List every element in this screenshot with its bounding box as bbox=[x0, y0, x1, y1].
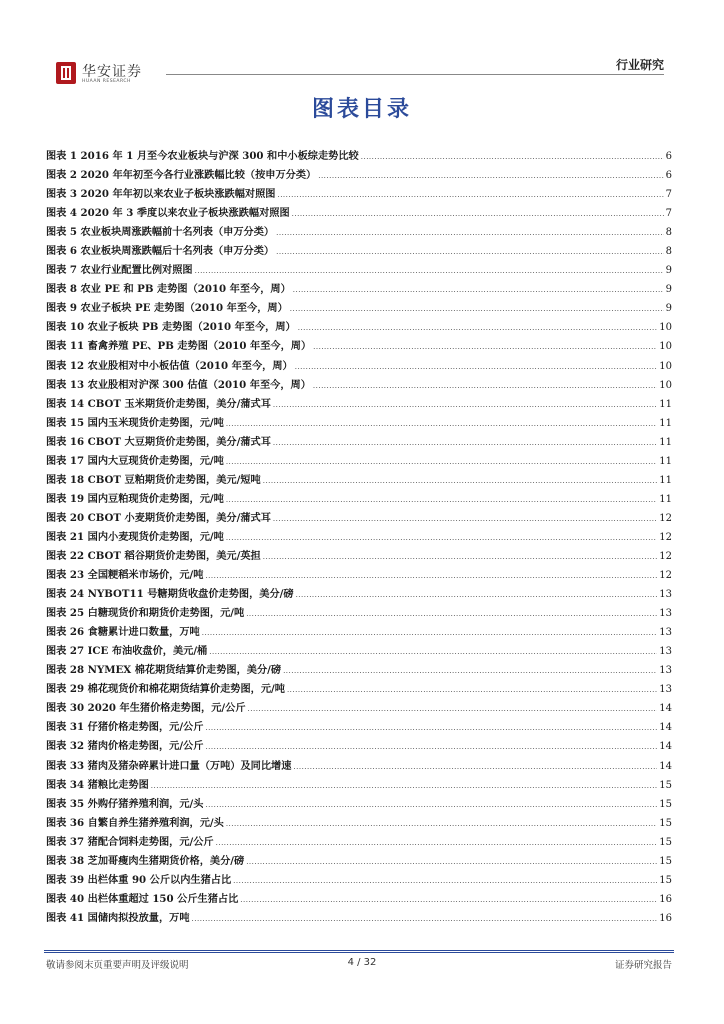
toc-leader-dots bbox=[296, 591, 658, 599]
toc-entry-title: 图表 22 CBOT 稻谷期货价走势图，美元/英担 bbox=[46, 549, 261, 562]
toc-entry-page: 11 bbox=[659, 493, 672, 505]
header-divider bbox=[166, 74, 664, 75]
toc-entry-page: 15 bbox=[659, 855, 672, 867]
toc-entry[interactable] bbox=[46, 433, 672, 452]
toc-entry[interactable] bbox=[46, 776, 672, 795]
toc-entry-title: 图表 35 外购仔猪养殖利润，元/头 bbox=[46, 797, 204, 810]
toc-entry-page: 13 bbox=[659, 684, 672, 696]
toc-entry[interactable] bbox=[46, 661, 672, 680]
toc-entry-title: 图表 18 CBOT 豆粕期货价走势图，美元/短吨 bbox=[46, 473, 261, 486]
brand-name: 华安证券 bbox=[82, 64, 142, 80]
toc-entry-title: 图表 31 仔猪价格走势图，元/公斤 bbox=[46, 721, 204, 734]
toc-entry[interactable] bbox=[46, 318, 672, 337]
toc-leader-dots bbox=[273, 401, 657, 409]
toc-entry-title: 图表 38 芝加哥瘦肉生猪期货价格，美分/磅 bbox=[46, 854, 245, 867]
toc-entry-page: 6 bbox=[665, 151, 672, 162]
toc-leader-dots bbox=[226, 534, 657, 542]
toc-entry-page: 12 bbox=[659, 512, 672, 524]
toc-leader-dots bbox=[318, 172, 663, 180]
toc-entry-page: 15 bbox=[659, 817, 672, 829]
toc-leader-dots bbox=[298, 324, 658, 332]
toc-leader-dots bbox=[226, 820, 657, 828]
toc-entry-page: 11 bbox=[659, 417, 672, 429]
toc-entry[interactable] bbox=[46, 357, 672, 376]
toc-entry-title: 图表 26 食糖累计进口数量，万吨 bbox=[46, 626, 200, 639]
toc-entry-page: 14 bbox=[659, 741, 672, 753]
toc-leader-dots bbox=[290, 305, 664, 313]
toc-leader-dots bbox=[192, 915, 658, 923]
toc-leader-dots bbox=[263, 477, 658, 485]
toc-leader-dots bbox=[233, 877, 657, 885]
toc-entry-title: 图表 24 NYBOT11 号糖期货收盘价走势图，美分/磅 bbox=[46, 588, 294, 601]
toc-entry-page: 9 bbox=[665, 284, 672, 296]
toc-entry[interactable] bbox=[46, 337, 672, 356]
toc-leader-dots bbox=[151, 782, 657, 790]
toc-entry-title: 图表 28 NYMEX 棉花期货结算价走势图，美分/磅 bbox=[46, 664, 282, 677]
toc-entry-title: 图表 1 2016 年 1 月至今农业板块与沪深 300 和中小板综走势比较 bbox=[46, 150, 359, 162]
toc-leader-dots bbox=[205, 801, 657, 809]
toc-entry-title: 图表 9 农业子板块 PE 走势图（2010 年至今，周） bbox=[46, 302, 288, 315]
toc-entry-title: 图表 37 猪配合饲料走势图，元/公斤 bbox=[46, 835, 214, 848]
toc-entry-page: 13 bbox=[659, 589, 672, 601]
toc-entry-page: 8 bbox=[665, 246, 672, 258]
toc-entry-title: 图表 21 国内小麦现货价走势图，元/吨 bbox=[46, 530, 224, 543]
toc-leader-dots bbox=[246, 858, 657, 866]
footer-disclaimer: 敬请参阅末页重要声明及评级说明 bbox=[46, 960, 189, 971]
toc-entry[interactable] bbox=[46, 280, 672, 299]
toc-entry-title: 图表 40 出栏体重超过 150 公斤生猪占比 bbox=[46, 892, 239, 905]
toc-leader-dots bbox=[283, 667, 657, 675]
toc-entry-page: 14 bbox=[659, 760, 672, 772]
toc-entry-title: 图表 16 CBOT 大豆期货价走势图，美分/蒲式耳 bbox=[46, 435, 271, 448]
toc-entry-page: 10 bbox=[659, 322, 672, 334]
toc-leader-dots bbox=[293, 763, 657, 771]
toc-entry-title: 图表 36 自繁自养生猪养殖利润，元/头 bbox=[46, 816, 224, 829]
toc-leader-dots bbox=[205, 724, 657, 732]
toc-entry-page: 13 bbox=[659, 646, 672, 658]
toc-entry-page: 14 bbox=[659, 722, 672, 734]
toc-entry[interactable] bbox=[46, 871, 672, 890]
footer-divider-secondary bbox=[44, 952, 674, 953]
toc-entry-title: 图表 34 猪粮比走势图 bbox=[46, 778, 149, 791]
toc-entry[interactable] bbox=[46, 757, 672, 776]
toc-entry-page: 13 bbox=[659, 627, 672, 639]
toc-entry[interactable] bbox=[46, 585, 672, 604]
toc-leader-dots bbox=[273, 515, 657, 523]
toc-entry[interactable] bbox=[46, 699, 672, 718]
toc-entry-page: 11 bbox=[659, 398, 672, 410]
toc-entry[interactable] bbox=[46, 890, 672, 909]
toc-entry-page: 12 bbox=[659, 531, 672, 543]
toc-entry[interactable] bbox=[46, 642, 672, 661]
toc-entry[interactable] bbox=[46, 680, 672, 699]
toc-entry[interactable] bbox=[46, 490, 672, 509]
toc-entry-title: 图表 33 猪肉及猪杂碎累计进口量（万吨）及同比增速 bbox=[46, 759, 292, 772]
toc-leader-dots bbox=[202, 629, 658, 637]
toc-entry-page: 15 bbox=[659, 836, 672, 848]
toc-leader-dots bbox=[226, 420, 657, 428]
toc-entry-page: 15 bbox=[659, 779, 672, 791]
table-of-figures bbox=[46, 147, 672, 928]
toc-entry[interactable] bbox=[46, 147, 672, 166]
toc-entry[interactable] bbox=[46, 185, 672, 204]
toc-entry-page: 11 bbox=[659, 436, 672, 448]
toc-entry-page: 11 bbox=[659, 474, 672, 486]
toc-leader-dots bbox=[293, 286, 664, 294]
toc-leader-dots bbox=[240, 896, 657, 904]
toc-entry[interactable] bbox=[46, 737, 672, 756]
toc-leader-dots bbox=[263, 553, 658, 561]
toc-entry-title: 图表 14 CBOT 玉米期货价走势图，美分/蒲式耳 bbox=[46, 397, 271, 410]
toc-entry-title: 图表 32 猪肉价格走势图，元/公斤 bbox=[46, 740, 204, 753]
toc-entry-title: 图表 29 棉花现货价和棉花期货结算价走势图，元/吨 bbox=[46, 683, 285, 696]
toc-leader-dots bbox=[209, 648, 657, 656]
toc-entry-page: 9 bbox=[665, 303, 672, 315]
toc-entry[interactable] bbox=[46, 528, 672, 547]
toc-entry-title: 图表 12 农业股相对中小板估值（2010 年至今，周） bbox=[46, 359, 293, 372]
toc-leader-dots bbox=[273, 439, 657, 447]
toc-entry-page: 13 bbox=[659, 608, 672, 620]
toc-entry-page: 16 bbox=[659, 893, 672, 905]
toc-leader-dots bbox=[292, 210, 664, 218]
toc-entry[interactable] bbox=[46, 852, 672, 871]
brand-name-en: HUAAN RESEARCH bbox=[82, 79, 131, 84]
toc-leader-dots bbox=[313, 382, 657, 390]
toc-leader-dots bbox=[361, 153, 664, 161]
toc-entry[interactable] bbox=[46, 223, 672, 242]
toc-entry[interactable] bbox=[46, 471, 672, 490]
toc-entry-page: 15 bbox=[659, 798, 672, 810]
toc-entry-title: 图表 23 全国粳稻米市场价，元/吨 bbox=[46, 569, 204, 582]
toc-entry[interactable] bbox=[46, 166, 672, 185]
toc-leader-dots bbox=[276, 229, 664, 237]
toc-leader-dots bbox=[246, 610, 657, 618]
toc-entry[interactable] bbox=[46, 623, 672, 642]
toc-entry[interactable] bbox=[46, 376, 672, 395]
toc-entry-title: 图表 41 国储肉拟投放量，万吨 bbox=[46, 911, 190, 924]
toc-entry[interactable] bbox=[46, 718, 672, 737]
toc-entry-title: 图表 20 CBOT 小麦期货价走势图，美分/蒲式耳 bbox=[46, 511, 271, 524]
toc-entry[interactable] bbox=[46, 833, 672, 852]
toc-entry-page: 14 bbox=[659, 703, 672, 715]
footer-divider bbox=[44, 950, 674, 951]
toc-entry-title: 图表 39 出栏体重 90 公斤以内生猪占比 bbox=[46, 873, 232, 886]
toc-entry[interactable] bbox=[46, 395, 672, 414]
toc-leader-dots bbox=[313, 343, 657, 351]
toc-entry[interactable] bbox=[46, 414, 672, 433]
toc-entry-page: 13 bbox=[659, 665, 672, 677]
page-header bbox=[44, 52, 672, 88]
toc-entry-title: 图表 13 农业股相对沪深 300 估值（2010 年至今，周） bbox=[46, 378, 311, 391]
toc-entry-page: 11 bbox=[659, 455, 672, 467]
brand-logo-icon bbox=[56, 62, 76, 84]
toc-entry-title: 图表 27 ICE 布油收盘价，美元/桶 bbox=[46, 645, 208, 658]
toc-leader-dots bbox=[226, 458, 657, 466]
toc-entry[interactable] bbox=[46, 909, 672, 928]
toc-entry-page: 9 bbox=[665, 265, 672, 277]
toc-entry[interactable] bbox=[46, 452, 672, 471]
toc-entry-title: 图表 2 2020 年年初至今各行业涨跌幅比较（按申万分类） bbox=[46, 169, 317, 182]
toc-entry-title: 图表 7 农业行业配置比例对照图 bbox=[46, 264, 193, 277]
toc-entry-page: 7 bbox=[665, 208, 672, 220]
page-title: 图表目录 bbox=[311, 97, 412, 122]
toc-entry[interactable] bbox=[46, 814, 672, 833]
toc-entry[interactable] bbox=[46, 604, 672, 623]
toc-entry[interactable] bbox=[46, 261, 672, 280]
toc-entry-page: 16 bbox=[659, 912, 672, 924]
toc-leader-dots bbox=[277, 191, 663, 199]
section-label: 行业研究 bbox=[615, 58, 664, 72]
toc-entry-title: 图表 6 农业板块周涨跌幅后十名列表（申万分类） bbox=[46, 245, 275, 258]
toc-entry-title: 图表 19 国内豆粕现货价走势图，元/吨 bbox=[46, 492, 224, 505]
toc-leader-dots bbox=[205, 743, 657, 751]
toc-entry-title: 图表 11 畜禽养殖 PE、PB 走势图（2010 年至今，周） bbox=[46, 340, 312, 353]
toc-entry[interactable] bbox=[46, 547, 672, 566]
toc-entry-page: 6 bbox=[665, 170, 672, 182]
toc-entry-title: 图表 5 农业板块周涨跌幅前十名列表（申万分类） bbox=[46, 226, 275, 239]
toc-leader-dots bbox=[216, 839, 658, 847]
toc-entry-title: 图表 8 农业 PE 和 PB 走势图（2010 年至今，周） bbox=[46, 283, 291, 296]
toc-entry-page: 8 bbox=[665, 227, 672, 239]
toc-entry[interactable] bbox=[46, 566, 672, 585]
toc-leader-dots bbox=[295, 363, 658, 371]
toc-leader-dots bbox=[226, 496, 657, 504]
toc-entry[interactable] bbox=[46, 509, 672, 528]
toc-entry-title: 图表 17 国内大豆现货价走势图，元/吨 bbox=[46, 454, 224, 467]
toc-leader-dots bbox=[287, 686, 657, 694]
toc-entry-title: 图表 4 2020 年 3 季度以来农业子板块涨跌幅对照图 bbox=[46, 207, 290, 220]
footer-report-type: 证券研究报告 bbox=[614, 960, 672, 971]
toc-leader-dots bbox=[276, 248, 664, 256]
toc-entry[interactable] bbox=[46, 795, 672, 814]
toc-entry-page: 15 bbox=[659, 874, 672, 886]
toc-entry[interactable] bbox=[46, 299, 672, 318]
toc-entry-page: 10 bbox=[659, 379, 672, 391]
toc-leader-dots bbox=[248, 705, 658, 713]
toc-leader-dots bbox=[195, 267, 664, 275]
toc-entry-page: 7 bbox=[665, 189, 672, 201]
toc-entry-page: 10 bbox=[659, 360, 672, 372]
toc-entry[interactable] bbox=[46, 242, 672, 261]
toc-leader-dots bbox=[205, 572, 657, 580]
toc-entry-title: 图表 25 白糖现货价和期货价走势图，元/吨 bbox=[46, 607, 245, 620]
toc-entry-page: 10 bbox=[659, 341, 672, 353]
toc-entry[interactable] bbox=[46, 204, 672, 223]
toc-entry-page: 12 bbox=[659, 570, 672, 582]
toc-entry-title: 图表 15 国内玉米现货价走势图，元/吨 bbox=[46, 416, 224, 429]
toc-entry-title: 图表 3 2020 年年初以来农业子板块涨跌幅对照图 bbox=[46, 188, 276, 201]
toc-entry-title: 图表 10 农业子板块 PB 走势图（2010 年至今，周） bbox=[46, 321, 296, 334]
toc-entry-title: 图表 30 2020 年生猪价格走势图，元/公斤 bbox=[46, 702, 246, 715]
page-number: 4 / 32 bbox=[347, 957, 377, 968]
toc-entry-page: 12 bbox=[659, 550, 672, 562]
